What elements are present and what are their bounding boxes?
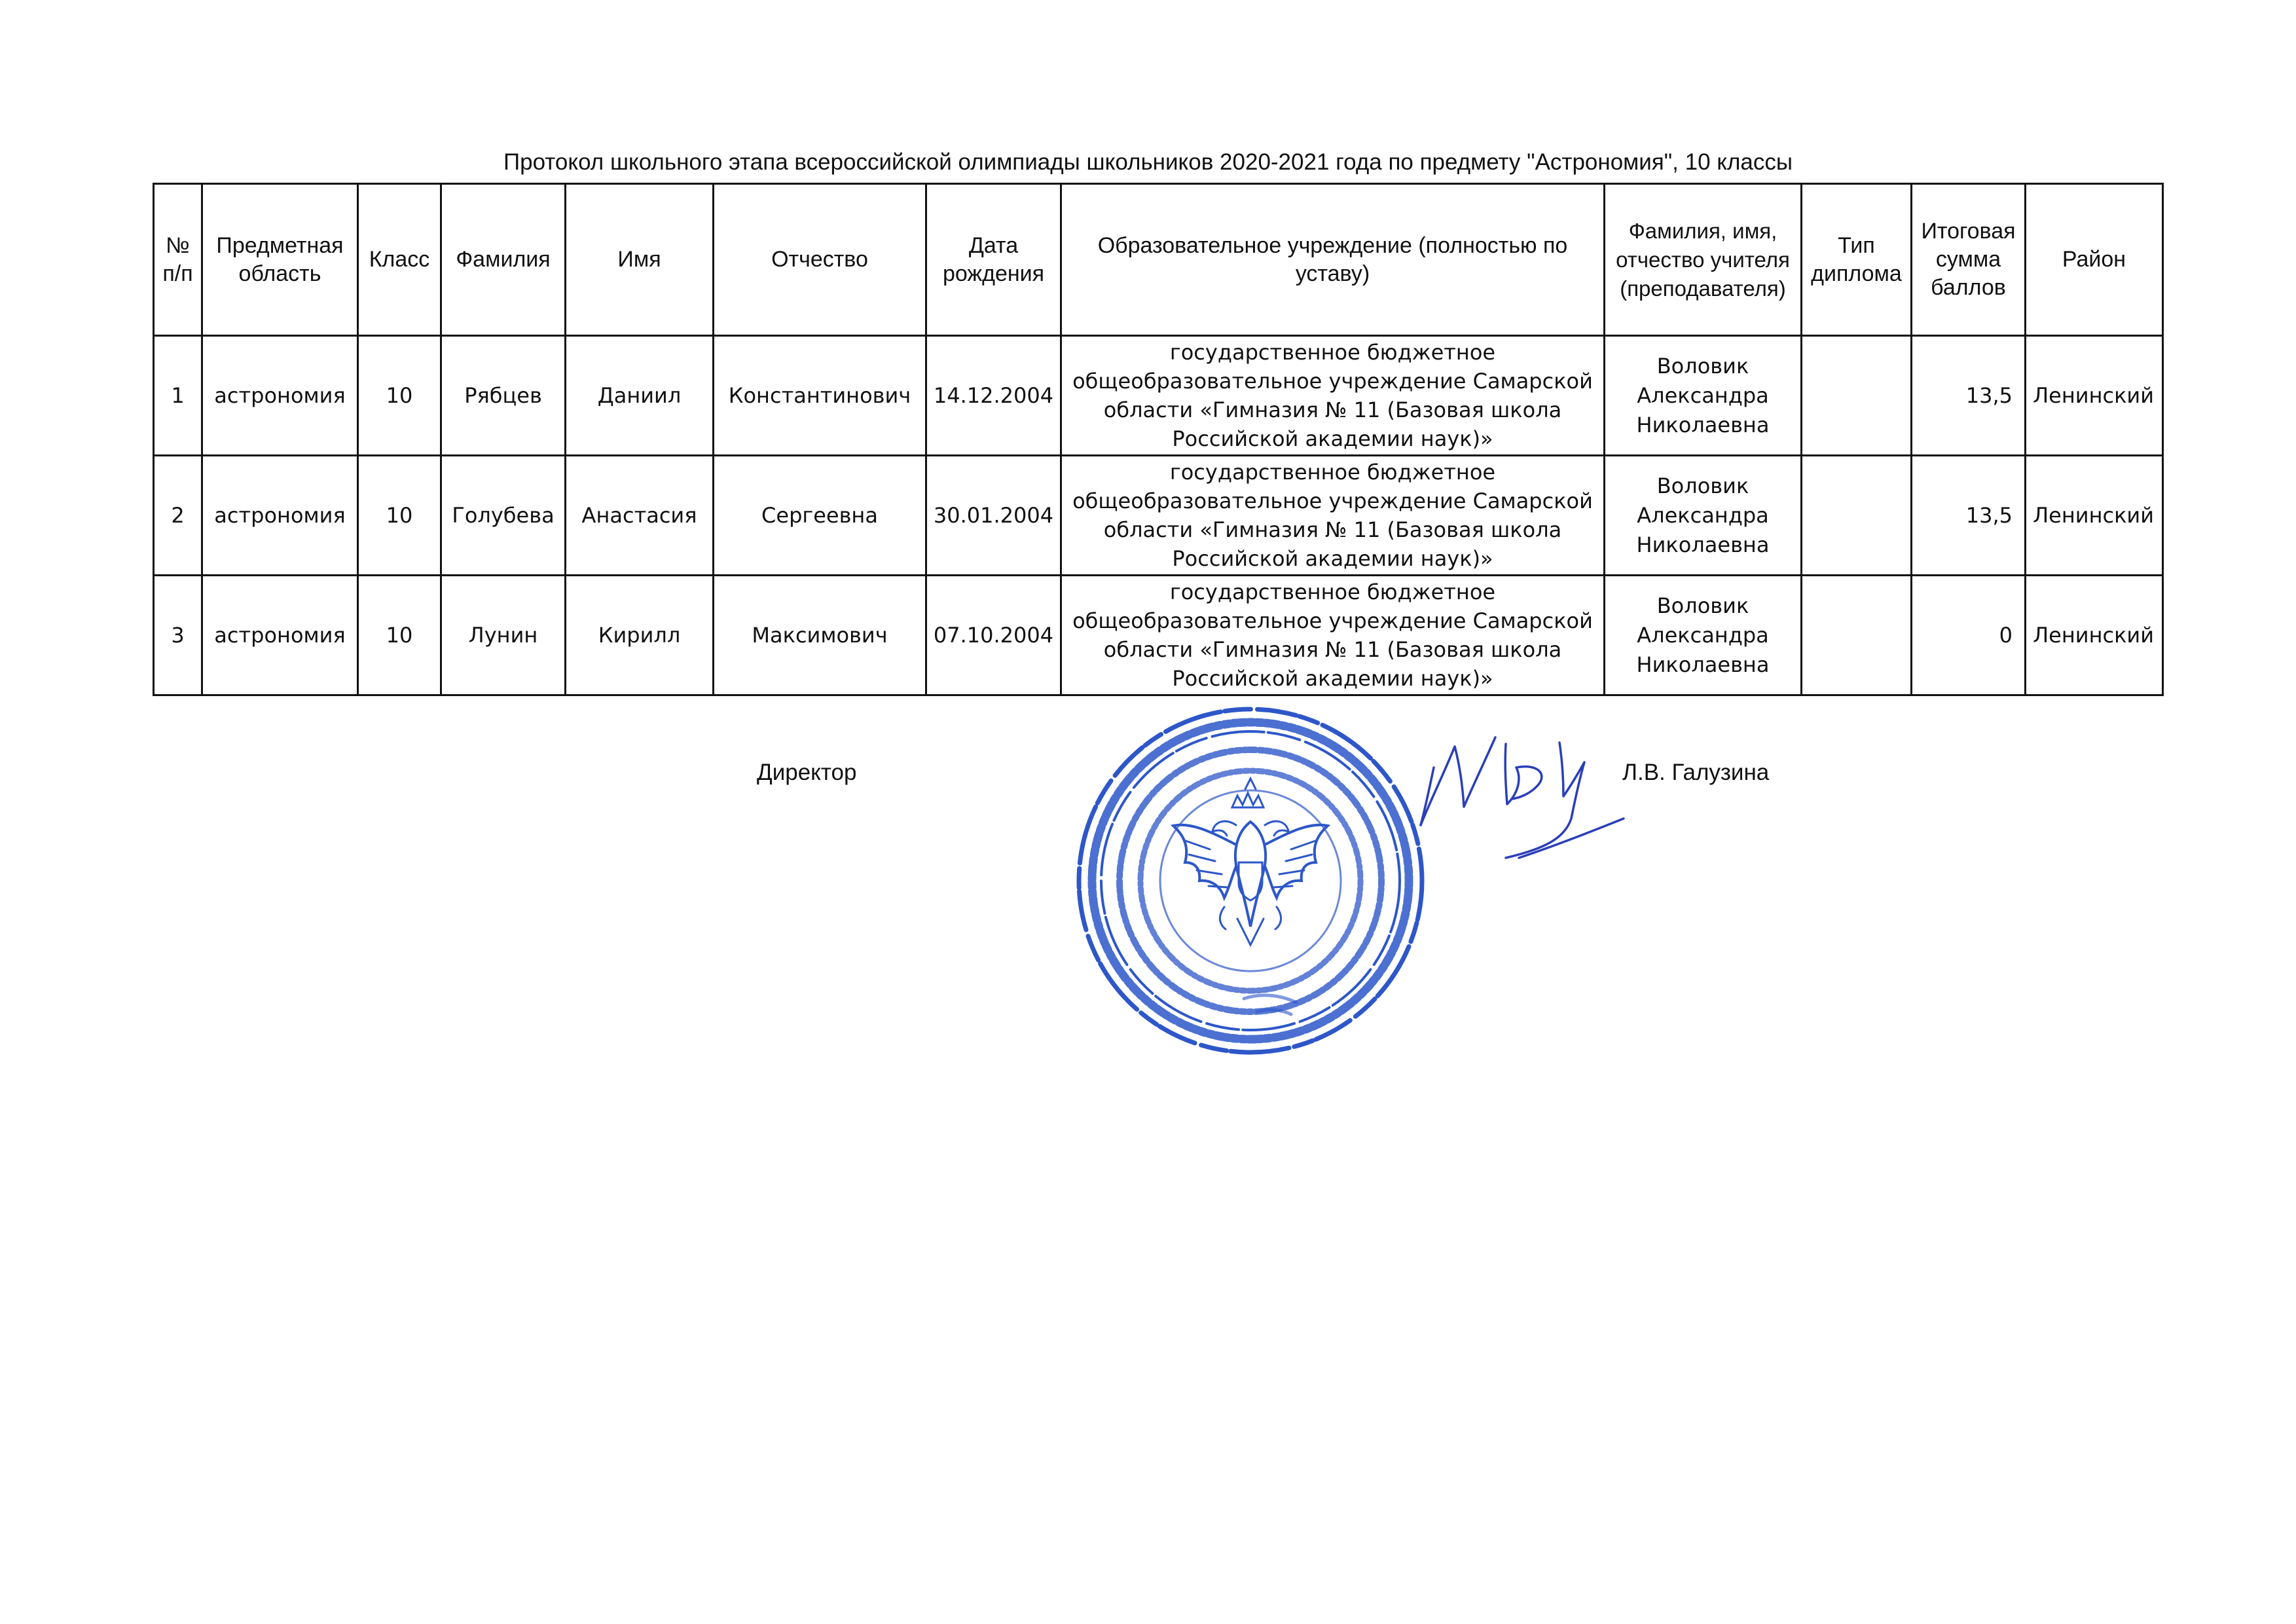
col-header-surname: Фамилия [441,184,566,336]
cell-diploma [1802,576,1912,695]
cell-surname: Рябцев [441,336,566,456]
cell-surname: Голубева [441,456,566,576]
cell-institution: государственное бюджетное общеобразовательное учреждение Самарской области «Гимназия № 11 (Базовая школа Российской академии наук)» [1061,336,1605,456]
cell-birth-date: 30.01.2004 [926,456,1061,576]
col-header-grade: Класс [358,184,441,336]
results-table [153,183,2164,696]
director-name: Л.В. Галузина [1622,760,1770,785]
cell-birth-date: 07.10.2004 [926,576,1061,695]
col-header-patronymic: Отчество [714,184,926,336]
cell-number: 2 [154,456,202,576]
col-header-score: Итоговая сумма баллов [1912,184,2026,336]
cell-teacher: Воловик Александра Николаевна [1605,456,1802,576]
col-header-diploma: Тип диплома [1802,184,1912,336]
table-header-row [154,184,2163,336]
col-header-subject: Предметная область [202,184,358,336]
official-seal-icon [1061,691,1440,1071]
cell-district: Ленинский [2026,576,2163,695]
cell-name: Анастасия [566,456,714,576]
cell-institution: государственное бюджетное общеобразовательное учреждение Самарской области «Гимназия № 11 (Базовая школа Российской академии наук)» [1061,576,1605,695]
col-header-birth-date: Дата рождения [926,184,1061,336]
cell-name: Даниил [566,336,714,456]
cell-number: 1 [154,336,202,456]
cell-birth-date: 14.12.2004 [926,336,1061,456]
cell-grade: 10 [358,456,441,576]
cell-score: 0 [1912,576,2026,695]
cell-patronymic: Константинович [714,336,926,456]
cell-diploma [1802,336,1912,456]
cell-grade: 10 [358,576,441,695]
col-header-teacher: Фамилия, имя, отчество учителя (преподавателя) [1605,184,1802,336]
cell-district: Ленинский [2026,336,2163,456]
cell-teacher: Воловик Александра Николаевна [1605,576,1802,695]
cell-score: 13,5 [1912,336,2026,456]
cell-subject: астрономия [202,576,358,695]
cell-subject: астрономия [202,456,358,576]
cell-number: 3 [154,576,202,695]
cell-subject: астрономия [202,336,358,456]
cell-district: Ленинский [2026,456,2163,576]
col-header-institution: Образовательное учреждение (полностью по уставу) [1061,184,1605,336]
cell-grade: 10 [358,336,441,456]
cell-teacher: Воловик Александра Николаевна [1605,336,1802,456]
col-header-district: Район [2026,184,2163,336]
col-header-name: Имя [566,184,714,336]
table-row [154,576,2163,695]
col-header-number: № п/п [154,184,202,336]
cell-surname: Лунин [441,576,566,695]
table-row [154,456,2163,576]
director-position-label: Директор [757,760,857,785]
page-title: Протокол школьного этапа всероссийской олимпиады школьников 2020-2021 года по предмету "Астрономия", 10 классы [503,149,1793,175]
cell-score: 13,5 [1912,456,2026,576]
cell-institution: государственное бюджетное общеобразовательное учреждение Самарской области «Гимназия № 11 (Базовая школа Российской академии наук)» [1061,456,1605,576]
cell-name: Кирилл [566,576,714,695]
cell-patronymic: Максимович [714,576,926,695]
table-row [154,336,2163,456]
cell-diploma [1802,456,1912,576]
signature-icon [1408,720,1663,864]
cell-patronymic: Сергеевна [714,456,926,576]
